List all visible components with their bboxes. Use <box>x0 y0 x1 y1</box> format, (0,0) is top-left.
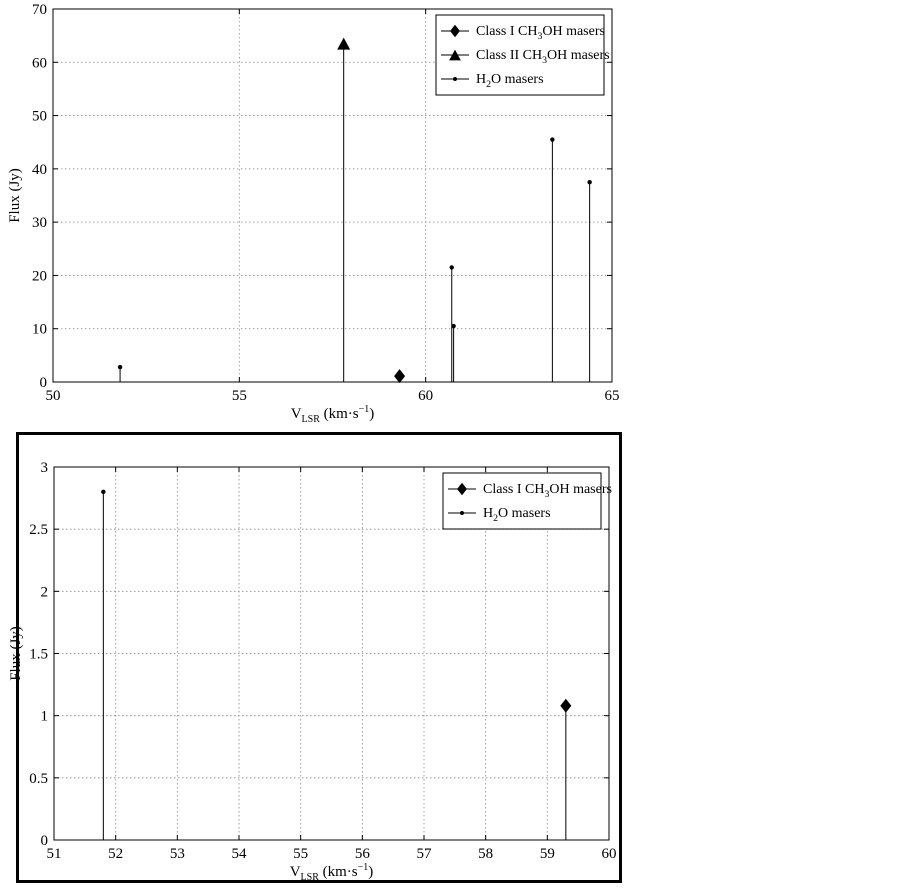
top-marker-dot <box>451 324 455 328</box>
top-marker-dot <box>450 265 454 269</box>
bottom-legend-label: Class I $CH_3OH$ masers <box>483 482 612 501</box>
top-ytick-label: 20 <box>32 268 47 285</box>
top-ytick-label: 0 <box>39 375 47 391</box>
chart-top <box>0 0 903 430</box>
bottom-ytick-label: 0 <box>40 833 48 849</box>
bottom-xtick-label: 56 <box>354 846 370 862</box>
bottom-xtick-label: 60 <box>601 846 617 862</box>
bottom-xtick-label: 58 <box>478 846 494 862</box>
top-legend-label: $H_2O$ masers <box>476 72 544 91</box>
bottom-legend-label: $H_2O$ masers <box>483 506 551 525</box>
top-xtick-label: 65 <box>604 388 620 404</box>
bottom-xtick-label: 59 <box>539 846 555 862</box>
top-ytick-label: 30 <box>32 215 47 232</box>
bottom-ytick-label: 1 <box>40 708 48 725</box>
bottom-xtick-label: 51 <box>46 846 62 862</box>
bottom-ytick-label: 1.5 <box>29 646 48 663</box>
top-ytick-label: 60 <box>32 55 47 72</box>
top-xtick-label: 55 <box>231 388 247 404</box>
top-legend-marker-dot <box>453 77 457 81</box>
top-ytick-label: 40 <box>32 161 47 178</box>
top-marker-triangle <box>337 38 350 50</box>
bottom-xtick-label: 57 <box>416 846 432 862</box>
top-ytick-label: 70 <box>32 2 47 18</box>
chart-bottom-svg <box>0 430 903 888</box>
chart-top-svg <box>0 0 903 430</box>
bottom-marker-dot <box>101 490 105 494</box>
top-ytick-label: 50 <box>32 108 47 125</box>
bottom-ytick-label: 3 <box>40 460 48 476</box>
top-marker-dot <box>587 180 591 184</box>
bottom-marker-diamond <box>560 699 571 713</box>
bottom-ytick-label: 2 <box>40 584 48 601</box>
top-marker-dot <box>550 137 554 141</box>
bottom-xtick-label: 52 <box>108 846 124 862</box>
bottom-legend-marker-dot <box>460 511 464 515</box>
bottom-xtick-label: 55 <box>293 846 309 862</box>
bottom-xtick-label: 54 <box>231 846 247 862</box>
bottom-xlabel: $V_{LSR}$ $(km\cdot s^{-1})$ <box>289 862 374 883</box>
top-marker-diamond <box>394 369 405 383</box>
top-xtick-label: 60 <box>418 388 434 404</box>
top-ylabel: Flux (Jy) <box>7 168 23 223</box>
bottom-xtick-label: 53 <box>169 846 185 862</box>
bottom-ylabel: Flux (Jy) <box>8 626 24 681</box>
top-legend-label: Class II $CH_3OH$ masers <box>476 48 610 67</box>
top-xlabel: $V_{LSR}$ $(km\cdot s^{-1})$ <box>290 404 375 425</box>
chart-bottom <box>0 430 903 888</box>
top-marker-dot <box>118 365 122 369</box>
top-legend-label: Class I $CH_3OH$ masers <box>476 24 605 43</box>
bottom-ytick-label: 0.5 <box>29 770 48 787</box>
bottom-ytick-label: 2.5 <box>29 522 48 539</box>
top-xtick-label: 50 <box>45 388 61 404</box>
top-ytick-label: 10 <box>32 321 47 338</box>
